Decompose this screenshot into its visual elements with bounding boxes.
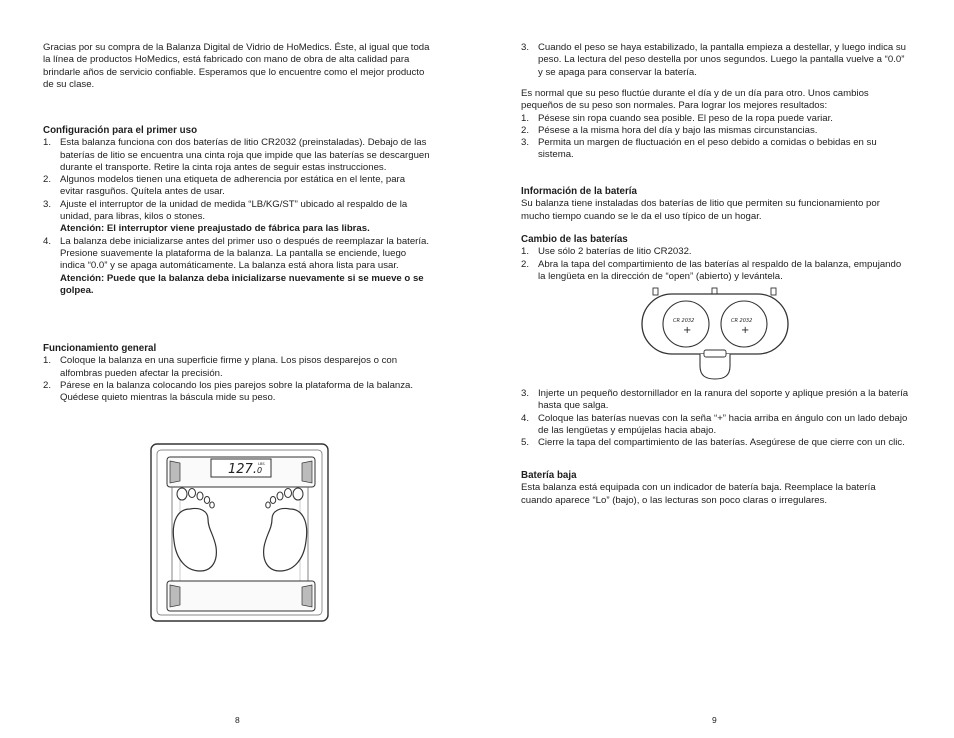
item-number: 3.	[43, 198, 52, 210]
list-item	[43, 236, 431, 297]
list-item	[521, 42, 909, 79]
item-number: 2.	[521, 258, 530, 270]
item-number: 3.	[521, 388, 530, 399]
item-number: 2.	[43, 379, 52, 391]
continued-section	[521, 42, 909, 79]
fluctuation-list	[521, 113, 909, 162]
list-item	[521, 388, 909, 413]
item-text: Injerte un pequeño destornillador en la ranura del soporte y aplique presión a la batería hasta que salga.	[538, 388, 909, 412]
warning-text: Atención: El interruptor viene preajustado de fábrica para las libras.	[60, 223, 370, 235]
scale-display-value: 127.	[228, 462, 257, 477]
item-number: 3.	[521, 42, 530, 53]
item-number: 5.	[521, 437, 530, 449]
list-item	[521, 137, 909, 162]
item-number: 4.	[521, 412, 530, 424]
list-item	[521, 259, 909, 284]
battery-left-icon	[663, 301, 709, 347]
setup-heading: Configuración para el primer uso	[43, 125, 198, 136]
item-text: Cierre la tapa del compartimiento de las baterías. Asegúrese de que cierre con un clic.	[538, 437, 905, 449]
list-item	[43, 199, 431, 236]
item-text: Pésese sin ropa cuando sea posible. El peso de la ropa puede variar.	[538, 112, 833, 124]
battery-info-section	[521, 186, 909, 223]
low-battery-paragraph: Esta balanza está equipada con un indicador de batería baja. Reemplace la batería cuando aparece “Lo” (bajo), o las lecturas son poco claras o irregulares.	[521, 482, 876, 506]
item-text: Ajuste el interruptor de la unidad de medida “LB/KG/ST” ubicado al respaldo de la unidad, para libras, kilos o stones.	[60, 198, 408, 223]
battery-change-continued	[521, 388, 909, 449]
item-text: Esta balanza funciona con dos baterías de litio CR2032 (preinstaladas). Debajo de las baterías de litio se encuentra una cinta roja que impide que las baterías se descarguen durante el transporte. Retire la cinta roja antes de seguir estas instrucciones.	[60, 137, 430, 173]
page-number: 8	[235, 715, 240, 725]
list-item	[521, 413, 909, 438]
general-heading: Funcionamiento general	[43, 343, 157, 354]
item-number: 2.	[521, 124, 530, 136]
battery-info-paragraph: Su balanza tiene instaladas dos baterías de litio que permiten su funcionamiento por mucho tiempo cuando se le da el uso típico de un hogar.	[521, 198, 880, 222]
intro-paragraph: Gracias por su compra de la Balanza Digital de Vidrio de HoMedics. Éste, al igual que toda la línea de productos HoMedics, está fabricado con mano de obra de alta calidad para brindarle años de servicio confiable. Esperamos que lo encuentre como el mejor producto de su clase.	[43, 42, 430, 90]
list-item	[43, 355, 431, 380]
battery-change-list	[521, 246, 909, 283]
battery-change-list-continued	[521, 388, 909, 449]
item-text: La balanza debe inicializarse antes del primer uso o después de reemplazar la batería. Presione suavemente la plataforma de la balanza. La pantalla se enciende, luego indica “0.0” y se apaga automáticamente. La balanza está ahora lista para usar.	[60, 235, 430, 272]
battery-right-icon	[721, 301, 767, 347]
page-number: 9	[712, 715, 717, 725]
item-text: Pésese a la misma hora del día y bajo las mismas circunstancias.	[538, 124, 818, 136]
item-number: 3.	[521, 137, 530, 149]
warning-text: Atención: Puede que la balanza deba inicializarse nuevamente si se mueve o se golpea.	[60, 272, 424, 296]
item-number: 2.	[43, 174, 52, 186]
battery-change-section	[521, 234, 909, 283]
scale-display-unit: LBS	[258, 462, 265, 466]
right-page	[477, 0, 954, 738]
list-item	[521, 113, 909, 125]
item-number: 1.	[43, 355, 52, 367]
general-section	[43, 343, 431, 404]
polarity-plus: +	[741, 325, 750, 336]
general-list	[43, 355, 431, 404]
battery-info-heading: Información de la batería	[521, 186, 637, 197]
intro-block	[43, 42, 431, 91]
item-number: 1.	[521, 246, 530, 258]
battery-label: CR 2032	[731, 318, 753, 324]
battery-change-heading: Cambio de las baterías	[521, 234, 628, 245]
item-text: Coloque las baterías nuevas con la seña “+” hacia arriba en ángulo con un lado debajo de las lengüetas y empújelas hacia abajo.	[538, 412, 908, 436]
item-text: Algunos modelos tienen una etiqueta de adherencia por estática en el lente, para evitar rasguños. Quítela antes de usar.	[60, 174, 406, 198]
item-text: Abra la tapa del compartimiento de las baterías al respaldo de la balanza, empujando la lengüeta en la dirección de “open” (abierto) y levántela.	[538, 258, 902, 282]
setup-list	[43, 137, 431, 297]
low-battery-heading: Batería baja	[521, 470, 577, 481]
item-number: 1.	[521, 112, 530, 124]
scale-display-decimal: 0	[257, 466, 263, 475]
battery-label: CR 2032	[673, 318, 695, 324]
latch-tab-icon	[700, 350, 730, 379]
battery-compartment-illustration	[640, 286, 790, 382]
fluctuation-paragraph: Es normal que su peso fluctúe durante el día y de un día para otro. Unos cambios pequeños de su peso son normales. Para lograr los mejores resultados:	[521, 88, 869, 112]
fluctuation-section	[521, 88, 909, 162]
item-number: 4.	[43, 235, 52, 247]
item-text: Coloque la balanza en una superficie firme y plana. Los pisos desparejos o con alfombras pueden afectar la precisión.	[60, 355, 398, 379]
list-item	[521, 125, 909, 137]
list-item	[521, 246, 909, 258]
list-item	[43, 137, 431, 174]
item-number: 1.	[43, 137, 52, 149]
list-item	[43, 174, 431, 199]
list-item	[521, 437, 909, 449]
item-text: Párese en la balanza colocando los pies parejos sobre la plataforma de la balanza. Quédese quieto mientras la báscula mide su peso.	[60, 379, 414, 404]
continued-list	[521, 42, 909, 79]
list-item	[43, 380, 431, 405]
polarity-plus: +	[683, 325, 692, 336]
setup-section	[43, 125, 431, 297]
item-text: Cuando el peso se haya estabilizado, la pantalla empieza a destellar, y luego indica su peso. La lectura del peso destella por unos segundos. Luego la pantalla vuelve a “0.0” y se apaga para conservar la batería.	[538, 42, 907, 78]
low-battery-section	[521, 470, 909, 507]
scale-illustration	[150, 443, 330, 623]
item-text: Use sólo 2 baterías de litio CR2032.	[538, 246, 692, 258]
item-text: Permita un margen de fluctuación en el peso debido a comidas o bebidas en su sistema.	[538, 137, 877, 161]
